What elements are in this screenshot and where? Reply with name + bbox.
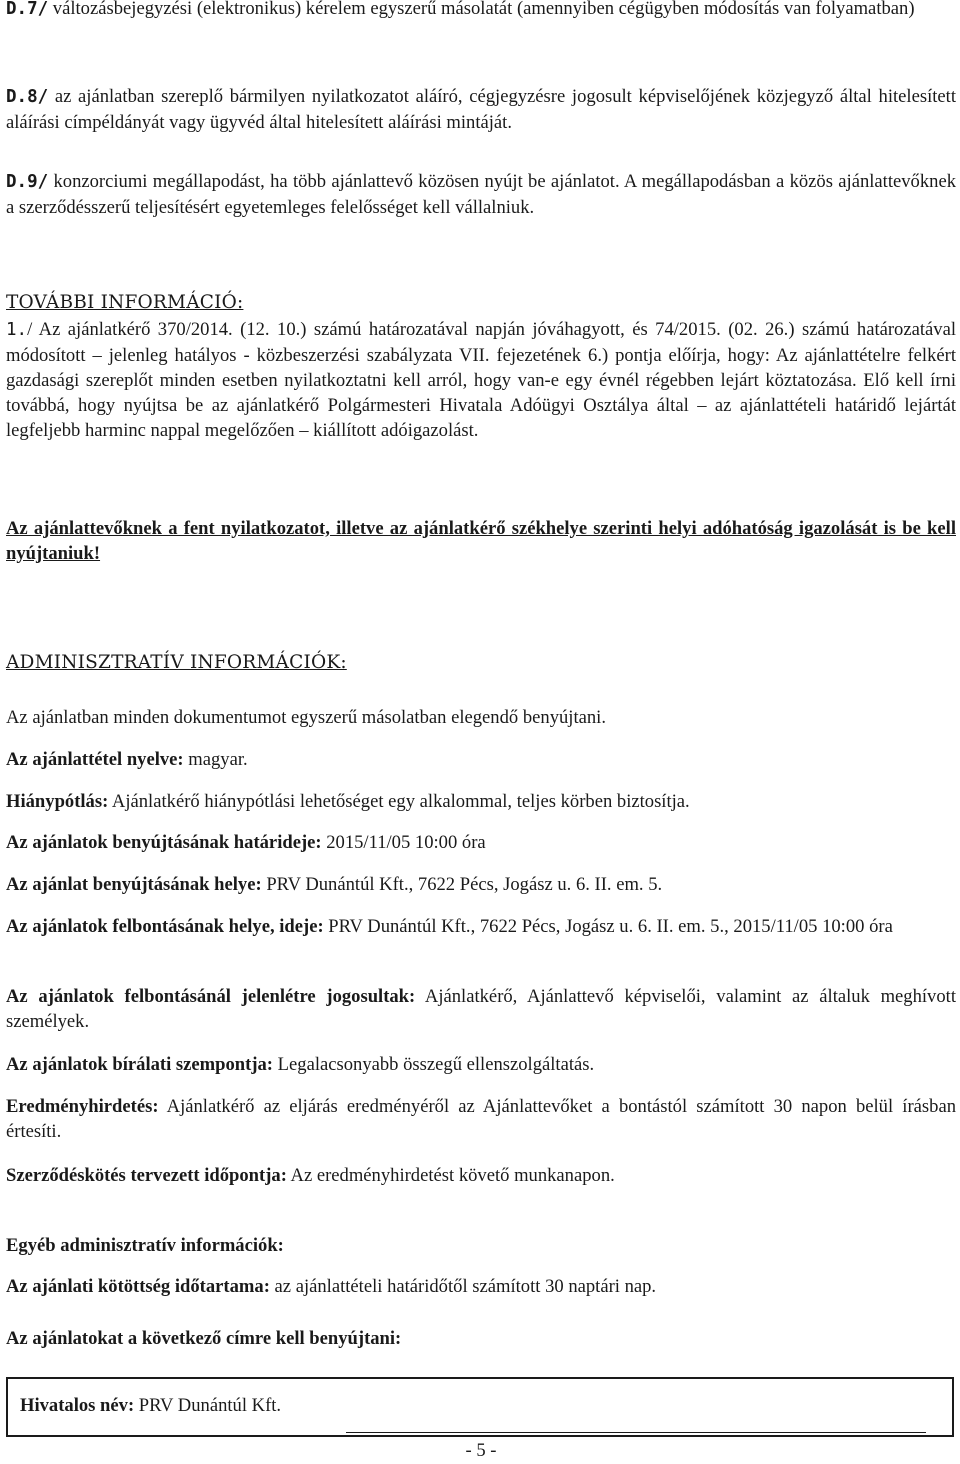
admin-item-label: Az ajánlatok felbontásánál jelenlétre jogosultak: xyxy=(6,986,416,1007)
admin-item-value: 2015/11/05 10:00 óra xyxy=(321,832,486,853)
d9-label: D.9/ xyxy=(6,172,49,192)
paragraph-d9 xyxy=(6,169,956,220)
admin-item-label: Hiánypótlás: xyxy=(6,791,109,812)
admin-item-place xyxy=(6,872,956,897)
admin-item-label: Az ajánlatok felbontásának helye, ideje: xyxy=(6,916,324,937)
d9-text: konzorciumi megállapodást, ha több ajánlattevő közösen nyújt be ajánlatot. A megállapodásban a közös ajánlattevőknek a szerződésszerű teljesítésért egyetemleges felelősséget kell vállalniuk. xyxy=(6,171,956,218)
admin-item-value: magyar. xyxy=(183,749,248,770)
address-heading: Az ajánlatokat a következő címre kell benyújtani: xyxy=(6,1328,402,1349)
admin-intro: Az ajánlatban minden dokumentumot egyszerű másolatban elegendő benyújtani. xyxy=(6,707,606,728)
admin-item-contract xyxy=(6,1163,956,1188)
further-info-item-label: 1. xyxy=(6,320,28,340)
admin-item-attendees xyxy=(6,984,956,1034)
admin-item-label: Az ajánlat benyújtásának helye: xyxy=(6,874,262,895)
admin-item-value: Ajánlatkérő hiánypótlási lehetőséget egy alkalommal, teljes körben biztosítja. xyxy=(108,791,690,812)
admin-item-deadline xyxy=(6,830,956,855)
official-name-box xyxy=(6,1377,954,1437)
paragraph-d7 xyxy=(6,0,956,22)
binding-period xyxy=(6,1274,956,1299)
further-info-item-text: / Az ajánlatkérő 370/2014. (12. 10.) számú határozatával napján jóváhagyott, és 74/2015. (02. 26.) számú határozatával módosított – jelenleg hatályos - közbeszerzési szabályzata VII. fejezetének 6.) pontja előírja, hogy: Az ajánlattételre felkért gazdasági szereplőt minden esetben nyilatkoztatni kell arról, hogy van-e egy évnél régebben lejárt köztatozása. Elő kell írni továbbá, hogy nyújtsa be az ajánlatkérő Polgármesteri Hivatala Adóügyi Osztálya által – az ajánlattételi határidő lejártát legfeljebb harminc nappal megelőzően – kiállított adóigazolást. xyxy=(6,319,956,441)
official-name-label: Hivatalos név: xyxy=(20,1395,135,1416)
admin-item-criteria xyxy=(6,1052,956,1077)
d8-text: az ajánlatban szereplő bármilyen nyilatkozatot aláíró, cégjegyzésre jogosult képviselőjének közjegyző által hitelesített aláírási címpéldányát vagy ügyvéd által hitelesített aláírási mintáját. xyxy=(6,86,956,133)
admin-heading: ADMINISZTRATÍV INFORMÁCIÓK: xyxy=(6,652,347,673)
notice: Az ajánlattevőknek a fent nyilatkozatot, illetve az ajánlatkérő székhelye szerinti helyi adóhatóság igazolását is be kell nyújtaniuk! xyxy=(6,518,956,564)
admin-item-value: Legalacsonyabb összegű ellenszolgáltatás. xyxy=(273,1054,595,1075)
binding-value: az ajánlattételi határidőtől számított 30 naptári nap. xyxy=(269,1276,657,1297)
page-number: - 5 - xyxy=(465,1440,497,1461)
admin-item-label: Az ajánlatok bírálati szempontja: xyxy=(6,1054,274,1075)
admin-item-opening xyxy=(6,914,956,939)
footer-divider xyxy=(346,1432,926,1433)
admin-item-language xyxy=(6,747,956,772)
admin-item-label: Az ajánlattétel nyelve: xyxy=(6,749,184,770)
admin-item-label: Szerződéskötés tervezett időpontja: xyxy=(6,1165,287,1186)
admin-item-value: PRV Dunántúl Kft., 7622 Pécs, Jogász u. 6. II. em. 5. xyxy=(261,874,663,895)
binding-label: Az ajánlati kötöttség időtartama: xyxy=(6,1276,270,1297)
d7-label: D.7/ xyxy=(6,0,49,19)
official-name-line xyxy=(20,1395,281,1417)
official-name-value: PRV Dunántúl Kft. xyxy=(134,1395,282,1416)
admin-item-deficiency xyxy=(6,789,956,814)
admin-item-results xyxy=(6,1094,956,1144)
admin-item-label: Eredményhirdetés: xyxy=(6,1096,159,1117)
d8-label: D.8/ xyxy=(6,87,49,107)
other-admin-heading: Egyéb adminisztratív információk: xyxy=(6,1235,284,1256)
admin-item-value: Ajánlatkérő az eljárás eredményéről az Ajánlattevőket a bontástól számított 30 napon belül írásban értesíti. xyxy=(6,1096,956,1142)
admin-item-label: Az ajánlatok benyújtásának határideje: xyxy=(6,832,322,853)
further-info-paragraph xyxy=(6,317,956,443)
admin-item-value: Ajánlatkérő, Ajánlattevő képviselői, valamint az általuk meghívott személyek. xyxy=(6,986,956,1032)
admin-item-value: PRV Dunántúl Kft., 7622 Pécs, Jogász u. 6. II. em. 5., 2015/11/05 10:00 óra xyxy=(323,916,893,937)
d7-text: változásbejegyzési (elektronikus) kérelem egyszerű másolatát (amennyiben cégügyben módosítás van folyamatban) xyxy=(48,0,915,19)
paragraph-d8 xyxy=(6,84,956,135)
admin-item-value: Az eredményhirdetést követő munkanapon. xyxy=(286,1165,615,1186)
further-info-heading: TOVÁBBI INFORMÁCIÓ: xyxy=(6,292,244,313)
